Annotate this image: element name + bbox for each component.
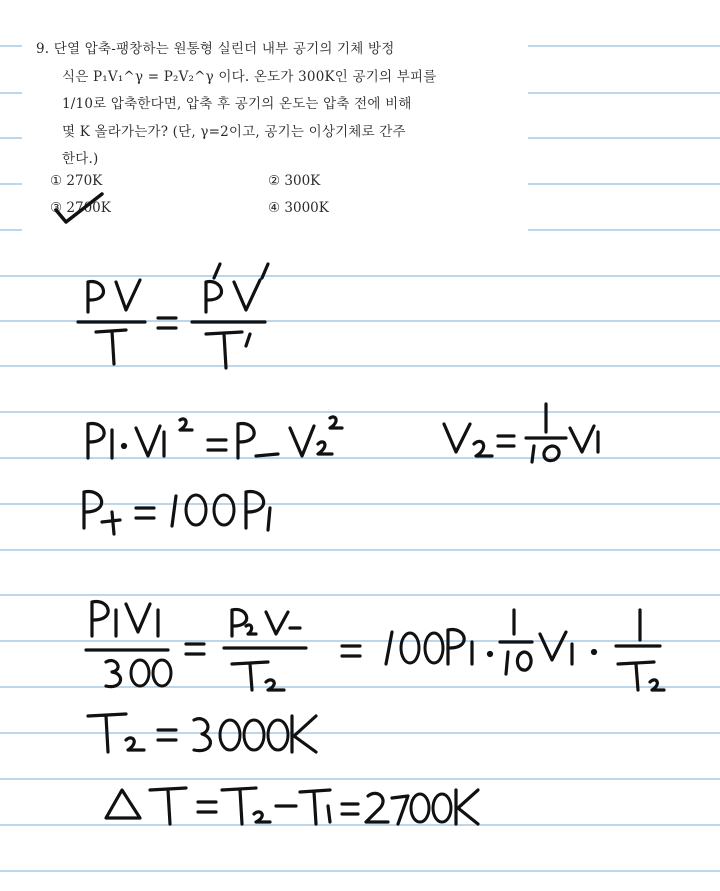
hand-line-2 — [88, 404, 598, 462]
hand-line-4 — [86, 602, 664, 690]
hand-line-1 — [78, 264, 268, 368]
problem-line-3: 1/10로 압축한다면, 압축 후 공기의 온도는 압축 전에 비해 — [62, 96, 412, 112]
problem-line-1: 9. 단열 압축-팽창하는 원통형 실린더 내부 공기의 기체 방정 — [36, 41, 395, 57]
hand-line-6 — [106, 788, 478, 824]
problem-line-2: 식은 P₁V₁^γ = P₂V₂^γ 이다. 온도가 300K인 공기의 부피를 — [62, 68, 437, 85]
option-2[interactable]: ② 300K — [268, 173, 321, 189]
hand-line-5 — [88, 714, 316, 752]
problem-line-5: 한다.) — [62, 151, 99, 167]
option-3[interactable]: ③ 2700K — [50, 200, 111, 216]
hand-line-3 — [84, 492, 270, 534]
problem-line-4: 몇 K 올라가는가? (단, γ=2이고, 공기는 이상기체로 간주 — [62, 123, 406, 140]
option-1[interactable]: ① 270K — [50, 173, 103, 189]
option-4[interactable]: ④ 3000K — [268, 200, 329, 216]
